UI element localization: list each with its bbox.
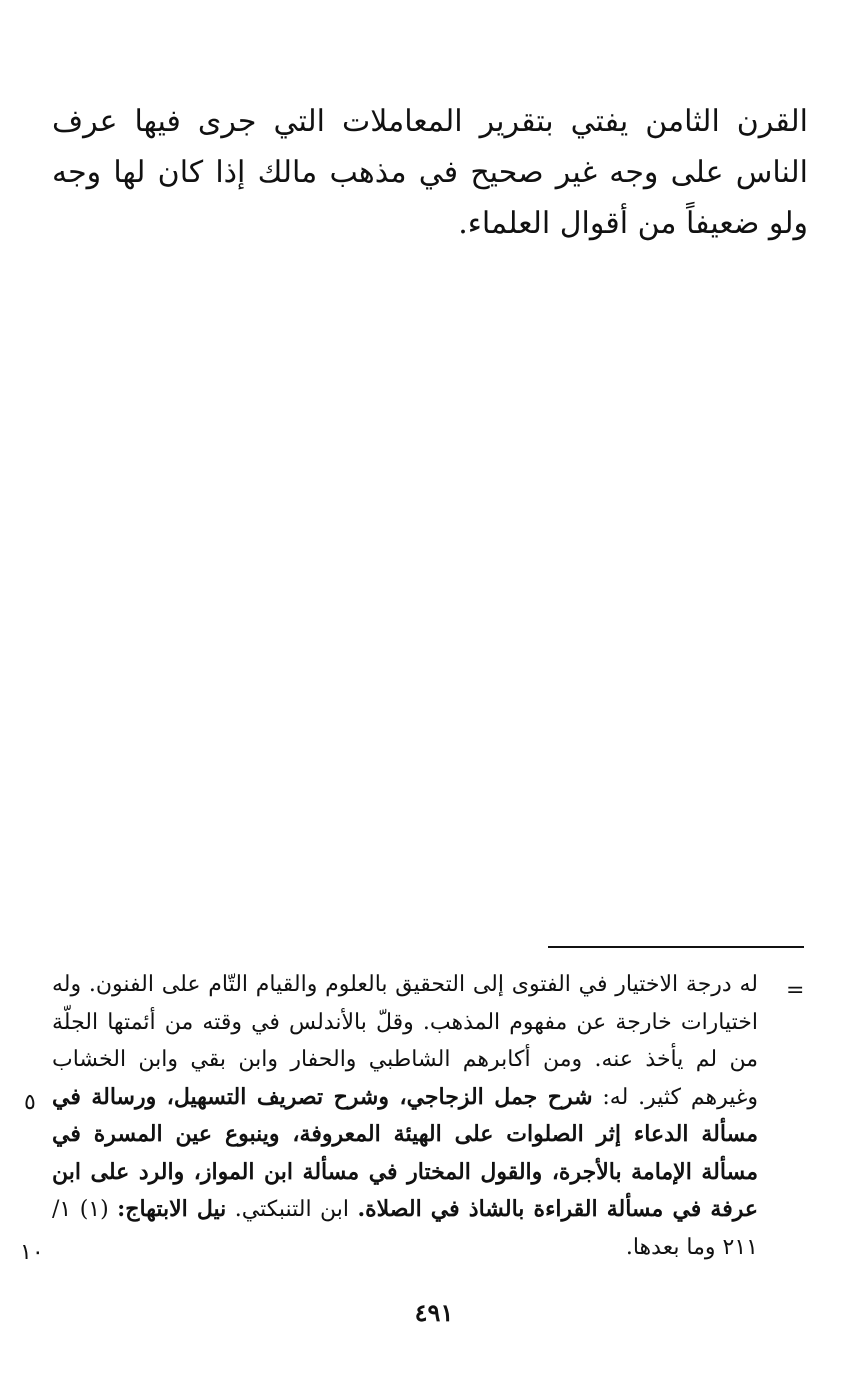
- footnote-continuation-marker: =: [786, 978, 805, 1003]
- footnote-works-list: شرح جمل الزجاجي، وشرح تصريف التسهيل، ورسالة في مسألة الدعاء إثر الصلوات على الهيئة المعروفة، وينبوع عين المسرة في مسألة الإمامة بالأجرة، والقول المختار في مسألة ابن المواز، والرد على ابن عرفة في مسألة القراءة بالشاذ في الصلاة.: [52, 1083, 758, 1222]
- page-number: ٤٩١: [414, 1298, 454, 1327]
- footnote-text: [52, 966, 758, 1266]
- footnote-source-author: ابن التنبكتي.: [234, 1197, 350, 1222]
- footnote-source-title: نيل الابتهاج:: [117, 1196, 227, 1222]
- main-paragraph: القرن الثامن يفتي بتقرير المعاملات التي جرى فيها عرف الناس على وجه غير صحيح في مذهب مالك إذا كان لها وجه ولو ضعيفاً من أقوال العلماء.: [52, 104, 808, 241]
- footnote-segment-1: له درجة الاختيار في الفتوى إلى التحقيق بالعلوم والقيام التّام على الفنون. وله اختيارات خارجة عن مفهوم المذهب. وقلّ بالأندلس في وقته من أئمتها الجلّة من لم يأخذ عنه. ومن أكابرهم الشاطبي والحفار وابن بقي وابن الخشاب وغيرهم كثير. له:: [52, 972, 759, 1110]
- footnote-separator: [548, 946, 804, 948]
- line-number-5: ٥: [24, 1090, 36, 1115]
- footnote-source-ref: (١) ١/ ٢١١ وما بعدها.: [52, 1197, 758, 1260]
- line-number-10: ١٠: [20, 1240, 44, 1265]
